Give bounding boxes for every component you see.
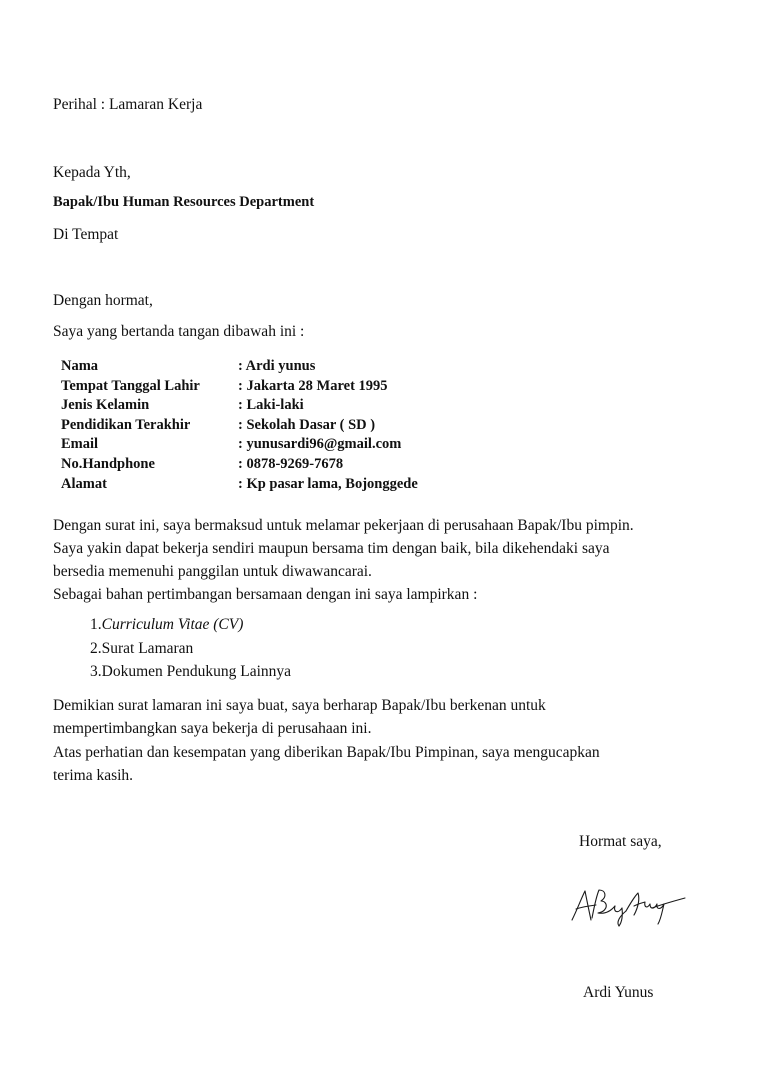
handwritten-signature bbox=[568, 882, 690, 928]
closing-line: Atas perhatian dan kesempatan yang diberikan Bapak/Ibu Pimpinan, saya mengucapkan bbox=[53, 744, 600, 761]
attachment-text: Dokumen Pendukung Lainnya bbox=[101, 663, 292, 680]
info-value: : Kp pasar lama, Bojonggede bbox=[238, 475, 418, 492]
info-value: : Jakarta 28 Maret 1995 bbox=[238, 377, 388, 394]
info-label: No.Handphone bbox=[61, 455, 155, 472]
greeting: Dengan hormat, bbox=[53, 292, 153, 309]
signoff: Hormat saya, bbox=[579, 833, 662, 850]
body-line: bersedia memenuhi panggilan untuk diwawancarai. bbox=[53, 563, 372, 580]
recipient-salutation: Kepada Yth, bbox=[53, 164, 131, 181]
info-label: Email bbox=[61, 436, 99, 453]
info-label: Pendidikan Terakhir bbox=[61, 416, 191, 433]
attachment-item bbox=[90, 663, 291, 681]
signer-name: Ardi Yunus bbox=[583, 984, 654, 1001]
info-value: : Ardi yunus bbox=[238, 358, 316, 374]
attachment-text: Surat Lamaran bbox=[101, 640, 194, 657]
body-line: Saya yakin dapat bekerja sendiri maupun bersama tim dengan baik, bila dikehendaki saya bbox=[53, 540, 610, 557]
info-value: : yunusardi96@gmail.com bbox=[238, 436, 402, 453]
closing-paragraph bbox=[53, 694, 753, 740]
attachment-number: 3. bbox=[90, 663, 102, 680]
recipient-place: Di Tempat bbox=[53, 226, 119, 243]
closing-line: terima kasih. bbox=[53, 767, 134, 784]
body-paragraph bbox=[53, 514, 753, 606]
info-label: Jenis Kelamin bbox=[61, 397, 150, 414]
closing-line: Demikian surat lamaran ini saya buat, saya berharap Bapak/Ibu berkenan untuk bbox=[53, 697, 546, 714]
recipient-name: Bapak/Ibu Human Resources Department bbox=[53, 194, 315, 210]
body-line: Sebagai bahan pertimbangan bersamaan dengan ini saya lampirkan : bbox=[53, 586, 478, 603]
intro-line: Saya yang bertanda tangan dibawah ini : bbox=[53, 323, 305, 340]
attachment-text: Curriculum Vitae (CV) bbox=[101, 616, 244, 633]
closing-paragraph bbox=[53, 741, 753, 787]
attachment-number: 2. bbox=[90, 640, 102, 657]
attachment-number: 1. bbox=[90, 616, 102, 633]
body-line: Dengan surat ini, saya bermaksud untuk melamar pekerjaan di perusahaan Bapak/Ibu pimpin. bbox=[53, 517, 634, 534]
info-value: : Laki-laki bbox=[238, 397, 304, 414]
attachment-item bbox=[90, 640, 193, 658]
attachment-item bbox=[90, 616, 243, 634]
info-value: : Sekolah Dasar ( SD ) bbox=[238, 416, 376, 433]
info-label: Alamat bbox=[61, 475, 107, 492]
info-label: Tempat Tanggal Lahir bbox=[61, 377, 200, 394]
info-value: : 0878-9269-7678 bbox=[238, 455, 344, 472]
info-label: Nama bbox=[61, 358, 99, 374]
closing-line: mempertimbangkan saya bekerja di perusahaan ini. bbox=[53, 720, 372, 737]
subject-line: Perihal : Lamaran Kerja bbox=[53, 96, 203, 113]
